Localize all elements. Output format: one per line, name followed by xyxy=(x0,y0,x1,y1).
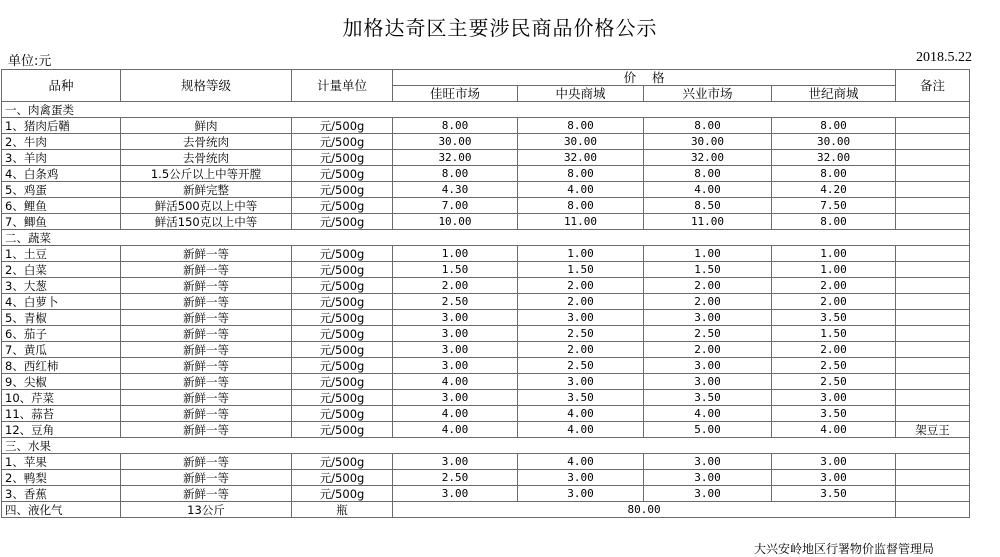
item-spec: 鲜肉 xyxy=(121,118,292,134)
price-market-3: 5.00 xyxy=(644,422,772,438)
price-table xyxy=(1,69,970,518)
price-market-3: 3.00 xyxy=(644,486,772,502)
price-market-3: 32.00 xyxy=(644,150,772,166)
gas-price: 80.00 xyxy=(393,502,896,518)
item-remark xyxy=(896,342,970,358)
header-row xyxy=(2,70,970,86)
item-spec: 去骨统肉 xyxy=(121,134,292,150)
price-market-3: 1.00 xyxy=(644,246,772,262)
item-remark xyxy=(896,246,970,262)
item-spec: 1.5公斤以上中等开膛 xyxy=(121,166,292,182)
price-market-1: 4.00 xyxy=(393,374,518,390)
item-remark: 架豆王 xyxy=(896,422,970,438)
item-spec: 鲜活500克以上中等 xyxy=(121,198,292,214)
item-remark xyxy=(896,182,970,198)
item-unit: 瓶 xyxy=(292,502,393,518)
item-spec: 新鲜一等 xyxy=(121,246,292,262)
item-unit: 元/500g xyxy=(292,294,393,310)
price-market-3: 8.00 xyxy=(644,118,772,134)
price-market-4: 1.00 xyxy=(772,262,896,278)
table-row xyxy=(2,422,970,438)
table-row xyxy=(2,374,970,390)
gas-row xyxy=(2,502,970,518)
table-row xyxy=(2,262,970,278)
table-row xyxy=(2,134,970,150)
item-name: 四、液化气 xyxy=(2,502,121,518)
price-market-4: 4.20 xyxy=(772,182,896,198)
header-spec: 规格等级 xyxy=(121,70,292,102)
item-spec: 新鲜一等 xyxy=(121,390,292,406)
price-market-3: 3.50 xyxy=(644,390,772,406)
price-market-1: 2.00 xyxy=(393,278,518,294)
empty-cell xyxy=(644,438,772,454)
table-row xyxy=(2,358,970,374)
table-row xyxy=(2,278,970,294)
empty-cell xyxy=(644,230,772,246)
item-remark xyxy=(896,454,970,470)
price-market-1: 4.00 xyxy=(393,406,518,422)
item-spec: 新鲜一等 xyxy=(121,294,292,310)
item-name: 1、猪肉后鞧 xyxy=(2,118,121,134)
price-market-1: 3.00 xyxy=(393,342,518,358)
item-spec: 新鲜一等 xyxy=(121,262,292,278)
item-name: 1、土豆 xyxy=(2,246,121,262)
price-market-3: 2.00 xyxy=(644,342,772,358)
item-name: 7、黄瓜 xyxy=(2,342,121,358)
price-market-4: 1.50 xyxy=(772,326,896,342)
price-market-4: 2.00 xyxy=(772,294,896,310)
price-market-1: 4.00 xyxy=(393,422,518,438)
price-market-1: 7.00 xyxy=(393,198,518,214)
table-row xyxy=(2,486,970,502)
item-unit: 元/500g xyxy=(292,214,393,230)
item-spec: 新鲜一等 xyxy=(121,278,292,294)
issuing-authority: 大兴安岭地区行署物价监督管理局 xyxy=(753,542,934,556)
item-unit: 元/500g xyxy=(292,262,393,278)
item-spec: 去骨统肉 xyxy=(121,150,292,166)
price-market-3: 3.00 xyxy=(644,470,772,486)
item-name: 5、青椒 xyxy=(2,310,121,326)
price-market-2: 1.50 xyxy=(518,262,644,278)
item-unit: 元/500g xyxy=(292,342,393,358)
section-header-row xyxy=(2,230,970,246)
item-spec: 新鲜一等 xyxy=(121,422,292,438)
price-market-2: 4.00 xyxy=(518,182,644,198)
price-market-4: 3.00 xyxy=(772,454,896,470)
item-remark xyxy=(896,214,970,230)
item-remark xyxy=(896,278,970,294)
header-market-1: 佳旺市场 xyxy=(393,86,518,102)
item-spec: 鲜活150克以上中等 xyxy=(121,214,292,230)
item-unit: 元/500g xyxy=(292,166,393,182)
item-name: 3、香蕉 xyxy=(2,486,121,502)
empty-cell xyxy=(121,230,292,246)
item-unit: 元/500g xyxy=(292,118,393,134)
item-unit: 元/500g xyxy=(292,390,393,406)
table-row xyxy=(2,198,970,214)
price-market-3: 3.00 xyxy=(644,454,772,470)
price-market-4: 7.50 xyxy=(772,198,896,214)
item-remark xyxy=(896,166,970,182)
item-name: 4、白萝卜 xyxy=(2,294,121,310)
price-market-3: 1.50 xyxy=(644,262,772,278)
item-remark xyxy=(896,134,970,150)
price-market-2: 11.00 xyxy=(518,214,644,230)
price-market-1: 3.00 xyxy=(393,326,518,342)
item-unit: 元/500g xyxy=(292,358,393,374)
price-market-2: 3.00 xyxy=(518,310,644,326)
item-remark xyxy=(896,358,970,374)
item-name: 2、鸭梨 xyxy=(2,470,121,486)
item-unit: 元/500g xyxy=(292,198,393,214)
item-remark xyxy=(896,486,970,502)
header-market-4: 世纪商城 xyxy=(772,86,896,102)
empty-cell xyxy=(393,102,518,118)
item-spec: 新鲜一等 xyxy=(121,406,292,422)
item-spec: 新鲜一等 xyxy=(121,342,292,358)
price-market-3: 11.00 xyxy=(644,214,772,230)
table-row xyxy=(2,214,970,230)
item-unit: 元/500g xyxy=(292,486,393,502)
price-market-4: 3.50 xyxy=(772,486,896,502)
price-market-2: 2.00 xyxy=(518,294,644,310)
section-title: 二、蔬菜 xyxy=(2,230,121,246)
item-remark xyxy=(896,310,970,326)
item-remark xyxy=(896,198,970,214)
table-row xyxy=(2,118,970,134)
table-row xyxy=(2,294,970,310)
item-spec: 新鲜一等 xyxy=(121,470,292,486)
item-name: 7、鲫鱼 xyxy=(2,214,121,230)
price-market-4: 2.50 xyxy=(772,358,896,374)
table-row xyxy=(2,454,970,470)
price-market-3: 2.50 xyxy=(644,326,772,342)
empty-cell xyxy=(121,438,292,454)
table-row xyxy=(2,246,970,262)
price-market-4: 3.50 xyxy=(772,310,896,326)
price-market-3: 8.00 xyxy=(644,166,772,182)
price-market-2: 3.00 xyxy=(518,470,644,486)
section-title: 三、水果 xyxy=(2,438,121,454)
price-market-1: 3.00 xyxy=(393,454,518,470)
item-spec: 新鲜一等 xyxy=(121,374,292,390)
item-spec: 新鲜一等 xyxy=(121,454,292,470)
empty-cell xyxy=(518,102,644,118)
price-market-1: 8.00 xyxy=(393,118,518,134)
price-market-1: 1.00 xyxy=(393,246,518,262)
price-market-3: 3.00 xyxy=(644,374,772,390)
item-remark xyxy=(896,470,970,486)
item-unit: 元/500g xyxy=(292,150,393,166)
price-market-4: 8.00 xyxy=(772,214,896,230)
section-header-row xyxy=(2,102,970,118)
price-market-4: 3.50 xyxy=(772,406,896,422)
item-name: 10、芹菜 xyxy=(2,390,121,406)
price-market-1: 32.00 xyxy=(393,150,518,166)
empty-cell xyxy=(292,438,393,454)
price-market-3: 4.00 xyxy=(644,182,772,198)
item-unit: 元/500g xyxy=(292,246,393,262)
table-row xyxy=(2,182,970,198)
item-unit: 元/500g xyxy=(292,310,393,326)
item-remark xyxy=(896,502,970,518)
item-name: 5、鸡蛋 xyxy=(2,182,121,198)
price-market-3: 3.00 xyxy=(644,310,772,326)
price-market-2: 2.00 xyxy=(518,342,644,358)
empty-cell xyxy=(518,230,644,246)
price-market-4: 2.00 xyxy=(772,342,896,358)
header-market-2: 中央商城 xyxy=(518,86,644,102)
item-remark xyxy=(896,150,970,166)
price-market-4: 3.00 xyxy=(772,390,896,406)
empty-cell xyxy=(896,438,970,454)
price-market-2: 30.00 xyxy=(518,134,644,150)
price-market-1: 1.50 xyxy=(393,262,518,278)
table-row xyxy=(2,406,970,422)
table-row xyxy=(2,470,970,486)
section-title: 一、肉禽蛋类 xyxy=(2,102,121,118)
price-market-2: 4.00 xyxy=(518,454,644,470)
price-market-3: 4.00 xyxy=(644,406,772,422)
item-remark xyxy=(896,262,970,278)
empty-cell xyxy=(292,102,393,118)
empty-cell xyxy=(896,102,970,118)
item-name: 3、大葱 xyxy=(2,278,121,294)
price-market-1: 2.50 xyxy=(393,470,518,486)
table-row xyxy=(2,342,970,358)
item-name: 6、鲤鱼 xyxy=(2,198,121,214)
item-name: 2、牛肉 xyxy=(2,134,121,150)
price-market-4: 30.00 xyxy=(772,134,896,150)
item-name: 6、茄子 xyxy=(2,326,121,342)
price-market-1: 2.50 xyxy=(393,294,518,310)
item-name: 12、豆角 xyxy=(2,422,121,438)
price-market-2: 2.50 xyxy=(518,326,644,342)
header-market-3: 兴业市场 xyxy=(644,86,772,102)
price-market-2: 32.00 xyxy=(518,150,644,166)
price-market-2: 8.00 xyxy=(518,118,644,134)
item-remark xyxy=(896,118,970,134)
item-unit: 元/500g xyxy=(292,182,393,198)
empty-cell xyxy=(896,230,970,246)
empty-cell xyxy=(772,438,896,454)
price-market-3: 30.00 xyxy=(644,134,772,150)
item-spec: 新鲜完整 xyxy=(121,182,292,198)
empty-cell xyxy=(393,230,518,246)
item-remark xyxy=(896,406,970,422)
price-market-3: 3.00 xyxy=(644,358,772,374)
item-unit: 元/500g xyxy=(292,134,393,150)
empty-cell xyxy=(121,102,292,118)
empty-cell xyxy=(292,230,393,246)
empty-cell xyxy=(393,438,518,454)
price-market-1: 4.30 xyxy=(393,182,518,198)
section-header-row xyxy=(2,438,970,454)
item-unit: 元/500g xyxy=(292,406,393,422)
item-spec: 新鲜一等 xyxy=(121,310,292,326)
price-market-2: 2.00 xyxy=(518,278,644,294)
header-price: 价 格 xyxy=(393,70,896,86)
price-market-2: 2.50 xyxy=(518,358,644,374)
price-market-1: 3.00 xyxy=(393,390,518,406)
price-market-3: 2.00 xyxy=(644,278,772,294)
table-row xyxy=(2,310,970,326)
price-market-2: 3.00 xyxy=(518,374,644,390)
price-market-1: 3.00 xyxy=(393,358,518,374)
price-market-4: 2.50 xyxy=(772,374,896,390)
table-row xyxy=(2,166,970,182)
item-remark xyxy=(896,294,970,310)
price-market-2: 8.00 xyxy=(518,166,644,182)
price-market-2: 1.00 xyxy=(518,246,644,262)
item-name: 9、尖椒 xyxy=(2,374,121,390)
page-title: 加格达奇区主要涉民商品价格公示 xyxy=(342,16,658,40)
item-unit: 元/500g xyxy=(292,422,393,438)
item-name: 3、羊肉 xyxy=(2,150,121,166)
item-name: 1、苹果 xyxy=(2,454,121,470)
header-item: 品种 xyxy=(2,70,121,102)
empty-cell xyxy=(518,438,644,454)
price-market-4: 32.00 xyxy=(772,150,896,166)
table-row xyxy=(2,150,970,166)
price-market-3: 8.50 xyxy=(644,198,772,214)
item-spec: 新鲜一等 xyxy=(121,358,292,374)
item-name: 2、白菜 xyxy=(2,262,121,278)
currency-unit-label: 单位:元 xyxy=(8,54,52,69)
item-name: 11、蒜苔 xyxy=(2,406,121,422)
price-market-4: 8.00 xyxy=(772,166,896,182)
price-market-1: 3.00 xyxy=(393,310,518,326)
item-remark xyxy=(896,326,970,342)
price-market-1: 3.00 xyxy=(393,486,518,502)
empty-cell xyxy=(644,102,772,118)
header-remark: 备注 xyxy=(896,70,970,102)
price-market-4: 4.00 xyxy=(772,422,896,438)
price-market-2: 4.00 xyxy=(518,406,644,422)
price-market-2: 3.50 xyxy=(518,390,644,406)
price-table-body xyxy=(2,70,970,518)
price-market-4: 8.00 xyxy=(772,118,896,134)
price-market-4: 1.00 xyxy=(772,246,896,262)
item-name: 4、白条鸡 xyxy=(2,166,121,182)
header-unit: 计量单位 xyxy=(292,70,393,102)
price-market-3: 2.00 xyxy=(644,294,772,310)
table-row xyxy=(2,390,970,406)
publish-date: 2018.5.22 xyxy=(916,50,972,65)
empty-cell xyxy=(772,102,896,118)
item-unit: 元/500g xyxy=(292,374,393,390)
table-row xyxy=(2,326,970,342)
item-spec: 13公斤 xyxy=(121,502,292,518)
price-market-1: 30.00 xyxy=(393,134,518,150)
item-unit: 元/500g xyxy=(292,454,393,470)
item-spec: 新鲜一等 xyxy=(121,326,292,342)
price-market-4: 3.00 xyxy=(772,470,896,486)
item-spec: 新鲜一等 xyxy=(121,486,292,502)
item-remark xyxy=(896,374,970,390)
item-unit: 元/500g xyxy=(292,470,393,486)
price-market-1: 10.00 xyxy=(393,214,518,230)
item-remark xyxy=(896,390,970,406)
item-unit: 元/500g xyxy=(292,326,393,342)
price-market-2: 3.00 xyxy=(518,486,644,502)
empty-cell xyxy=(772,230,896,246)
price-market-2: 4.00 xyxy=(518,422,644,438)
item-unit: 元/500g xyxy=(292,278,393,294)
item-name: 8、西红柿 xyxy=(2,358,121,374)
price-market-4: 2.00 xyxy=(772,278,896,294)
price-market-1: 8.00 xyxy=(393,166,518,182)
price-market-2: 8.00 xyxy=(518,198,644,214)
